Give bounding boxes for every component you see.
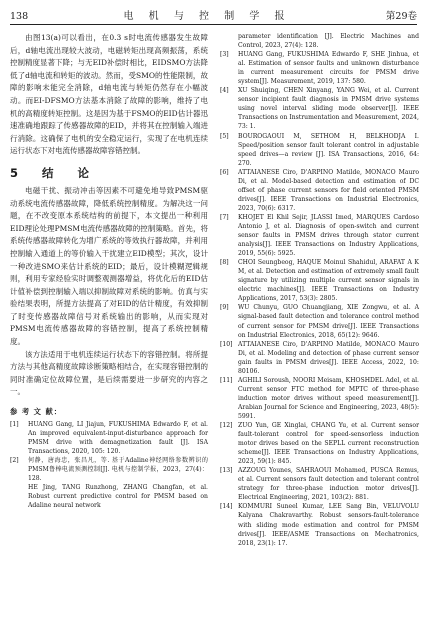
reference-item	[220, 466, 419, 502]
volume-label: 第29卷	[385, 11, 417, 22]
reference-item	[220, 258, 419, 303]
reference-text: KOMMURI Suneel Kumar, LEE Sang Bin, VELUVOLU Kalyana Chakravarthy. Robust sensors-fault-tolerance with sliding mode estimation and control for PMSM drives[J]. IEEE/ASME Transactions on Mechatronics, 2018, 23(1): 17.	[238, 503, 419, 547]
reference-number: [1]	[10, 421, 19, 429]
left-column	[10, 32, 208, 511]
reference-number: [12]	[220, 422, 233, 430]
paragraph: 该方法适用于电机连续运行状态下的容错控制。将所提方法与其他高精度故障诊断策略相结合，在实现容错控制的同时准确定位故障位置，是后续需要进一步研究的内容之一。	[10, 349, 208, 397]
reference-number: [4]	[220, 87, 229, 95]
reference-text: HE Jing, TANG Runzhong, ZHANG Changfan, et al. Robust current predictive control for PMSM based on Adaline neural network	[28, 484, 208, 510]
reference-item	[220, 376, 419, 421]
reference-item	[220, 502, 419, 547]
reference-item	[220, 168, 419, 213]
page-header	[10, 6, 417, 22]
reference-text: AGHILI Soroush, NOORI Meisam, KHOSHDEL Adel, et al. Current sensor FTC method for MPTC of three-phase induction motor drives without speed measurement[J]. Arabian Journal for Science and Engineering, 2023, 48(5): 5991.	[238, 376, 419, 420]
reference-number: [13]	[220, 467, 233, 475]
reference-item	[220, 340, 419, 376]
section-title: 5 结 论	[10, 165, 100, 180]
journal-title: 电 机 与 控 制 学 报	[123, 11, 291, 22]
paragraph: 电磁干扰、振动冲击等因素不可避免地导致PMSM驱动系统电流传感器故障，降低系统控制精度。为解决这一问题，在不改变原本系统结构的前提下，本文提出一种利用EID理论处理PMSM电流传感器故障的控制策略。首先，将系统传感器故障转化为增广系统的等效执行器故障，并利用控制输入通道上的等价输入干扰建立EID模型；其次，设计一种改进SMO来估计系统的EID；最后，设计模糊逻辑规则，利用专家经验实时调整观测器增益，将优化后的EID估计值补偿到控制输入端以抑制故障对系统的影响。仿真与实验结果表明，所提方法提高了对EID的估计精度，有效抑制了时变传感器故障信号对系统输出的影响，从而实现对PMSM电流传感器故障的容错控制，提高了系统控制精度。	[10, 185, 208, 347]
reference-text: XU Shuiqing, CHEN Xinyang, YANG Wei, et al. Current sensor incipient fault diagnosis in PMSM drive systems using novel interval sliding mode observer[J]. IEEE Transactions on Instrumentation and Measurement, 2024, 73: 1.	[238, 87, 419, 131]
reference-item	[220, 86, 419, 131]
reference-item	[10, 420, 208, 456]
reference-number: [7]	[220, 213, 229, 221]
reference-number: [8]	[220, 259, 229, 267]
reference-item	[220, 32, 419, 50]
reference-text: parameter identification [J]. Electric Machines and Control, 2023, 27(4): 128.	[238, 33, 419, 50]
reference-text: BOUROGAOUI M, SETHOM H, BELKHODJA I. Speed/position sensor fault tolerant control in adjustable speed drives—a review [J]. ISA Transactions, 2016, 64: 270.	[238, 132, 419, 167]
reference-item	[10, 456, 208, 483]
reference-text: AZZOUG Younes, SAHRAOUI Mohamed, PUSCA Remus, et al. Current sensors fault detection and tolerant control strategy for three-phase induction motor drives[J]. Electrical Engineering, 2021, 103(2): 881.	[238, 467, 419, 502]
reference-number: [3]	[220, 51, 229, 59]
reference-text: HUANG Gang, LI Jiajun, FUKUSHIMA Edwardo F, et al. An improved equivalent-input-disturbance approach for PMSM drive with demagnetization fault [J]. ISA Transactions, 2020, 105: 120.	[28, 421, 208, 456]
reference-number: [5]	[220, 132, 229, 140]
references-heading: 参 考 文 献：	[10, 407, 63, 417]
reference-text: KHOJET El Khil Sejir, JLASSI Imed, MARQUES Cardoso Antonio J, et al. Diagnosis of open-switch and current sensor faults in PMSM drives through stator current analysis[J]. IEEE Transactions on Industry Applications, 2019, 55(6): 5925.	[238, 213, 419, 258]
reference-text: ZUO Yun, GE Xinglai, CHANG Yu, et al. Current sensor fault-tolerant control for speed-sensorless induction motor drives based on the SEPLL current reconstruction scheme[J]. IEEE Transactions on Industry Applications, 2023, 59(1): 845.	[238, 422, 419, 466]
reference-text: HUANG Gang, FUKUSHIMA Edwardo F, SHE Jinhua, et al. Estimation of sensor faults and unknown disturbance in current measurement circuits for PMSM drive system[J]. Measurement, 2019, 137: 580.	[238, 51, 419, 86]
reference-item	[220, 50, 419, 86]
reference-item	[220, 132, 419, 168]
reference-text: ATTAIANESE Ciro, D'ARPINO Matilde, MONACO Mauro Di, et al. Modeling and detection of phase current sensor gain faults in PMSM drives[J]. IEEE Access, 2022, 10: 80106.	[238, 340, 419, 375]
header-rule	[10, 24, 417, 25]
reference-number: [10]	[220, 340, 233, 348]
reference-number: [9]	[220, 304, 229, 312]
paragraph: 由图13(a)可以看出，在0.3 s时电流传感器发生故障后，d轴电流出现较大波动，电磁转矩出现高频振荡，系统控制精度显著下降；与无EID补偿时相比，EIDSMO方法降低了d轴电流和转矩的波动。然而，受SMO的性能限制，故障的影响未能完全消除，d轴电流与转矩仍然存在小幅波动。而EI-DFSMO方法基本消除了故障的影响，维持了电机的高精度转矩控制。这是因为基于FSMO的EID估计器迅速准确地跟踪了传感器故障的EID，并将其在控制输入端进行消除。这确保了电机的安全稳定运行，实现了在电机连续运行状态下对电流传感器故障容错控制。	[10, 33, 208, 156]
right-column	[220, 32, 419, 548]
reference-number: [11]	[220, 376, 233, 384]
reference-number: [14]	[220, 503, 233, 511]
reference-text: WU Chunyu, GUO Chuangjiang, XIE Zongwu, et al. A signal-based fault detection and tolerance control method of current sensor for PMSM drive[J]. IEEE Transactions on Industrial Electronics, 2018, 65(12): 9646.	[238, 304, 419, 339]
reference-number	[10, 483, 28, 510]
reference-number: [2]	[10, 457, 19, 465]
reference-number: [6]	[220, 168, 229, 176]
reference-text: CHOI Seungbeog, HAQUE Moinul Shahidul, ARAFAT A K M, et al. Detection and estimation of extremely small fault signature by utilizing multiple current sensor signals in electric machines[J]. IEEE Transactions on Industry Applications, 2017, 53(3): 2805.	[238, 259, 419, 303]
reference-text: ATTAIANESE Ciro, D'ARPINO Matilde, MONACO Mauro Di, et al. Model-based detection and estimation of DC offset of phase current sensors for field oriented PMSM drives[J]. IEEE Transactions on Industrial Electronics, 2023, 70(6): 6317.	[238, 168, 419, 212]
reference-item	[220, 303, 419, 339]
page-number: 138	[10, 11, 29, 22]
reference-number	[220, 32, 238, 50]
reference-item	[220, 421, 419, 466]
reference-item	[10, 483, 208, 510]
reference-item	[220, 213, 419, 258]
reference-text: 何静，唐海忠，张昌凡，等. 基于Adaline神经网络参数辨识的PMSM鲁棒电流预测控制[J]. 电机与控制学报，2023，27(4)：128.	[28, 457, 208, 483]
